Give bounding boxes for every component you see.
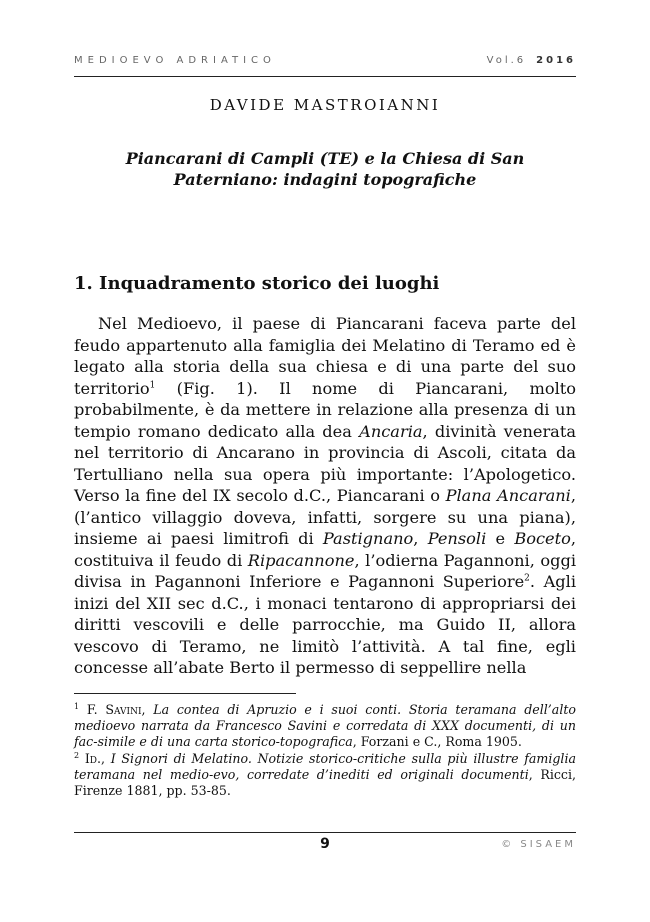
- italic-term: Ancaria: [359, 421, 423, 441]
- footnote-title: I Signori di Melatino. Notizie storico-critiche sulla più illustre famiglia teramana nel medio-evo, corredate d’inediti ed originali documenti: [74, 750, 576, 782]
- author-name: DAVIDE MASTROIANNI: [209, 96, 441, 114]
- body-text: ,: [413, 529, 428, 548]
- body-text: (Fig. 1). Il nome di Piancarani, molto probabilmente, è da mettere in relazione alla presenza di un tempio romano dedicato alla dea: [74, 378, 576, 441]
- footnote-1: [74, 702, 576, 751]
- footnote-number: 2: [74, 750, 80, 760]
- body-text: , costituiva il feudo di: [74, 529, 577, 570]
- italic-term: Boceto: [514, 529, 571, 548]
- section-heading: 1. Inquadramento storico dei luoghi: [74, 273, 440, 294]
- footnote-author: F. Savini,: [86, 702, 146, 717]
- body-text: Nel Medioevo, il paese di Piancarani faceva parte del feudo appartenuto alla famiglia dei Melatino di Teramo ed è legato alla storia della sua chiesa e di una parte del suo territorio: [74, 314, 576, 398]
- footnote-rest: , Ricci, Firenze 1881, pp. 53-85.: [74, 766, 577, 799]
- year-label: 2016: [536, 55, 576, 66]
- footnote-2: [74, 751, 576, 800]
- footnotes: [74, 702, 576, 799]
- copyright-notice: © SISAEM: [501, 839, 576, 850]
- italic-term: Pensoli: [427, 529, 487, 548]
- body-text: , divinità venerata nel territorio di Ancarano in provincia di Ascoli, citata da Tertulliano nella sua opera più importante: l’Apologetico. Verso la fine del IX secolo d.C., Piancarani o: [74, 421, 576, 505]
- italic-term: Pastignano: [322, 529, 414, 548]
- running-header: [74, 55, 576, 71]
- body-text: e: [486, 529, 515, 548]
- footnote-rule: [74, 693, 296, 694]
- journal-name: MEDIOEVO ADRIATICO: [74, 55, 276, 66]
- page-number: 9: [320, 836, 330, 852]
- footnote-author: Id.,: [84, 750, 106, 766]
- volume-label: Vol.6: [486, 55, 527, 66]
- header-rule: [74, 76, 576, 77]
- volume-year: [487, 55, 576, 66]
- footnote-rest: , Forzani e C., Roma 1905.: [352, 734, 522, 750]
- footnote-number: 1: [74, 701, 80, 711]
- body-paragraph: [74, 313, 576, 679]
- footnote-ref-2[interactable]: 2: [524, 573, 530, 584]
- footnote-ref-1[interactable]: 1: [149, 380, 156, 391]
- body-text: . Agli inizi del XII sec d.C., i monaci tentarono di appropriarsi dei diritti vescovili e delle parrocchie, ma Guido II, allora vescovo di Teramo, ne limitò l’attività. A tal fine, egli concesse all’abate Berto il permesso di seppellire nella: [74, 572, 577, 677]
- body-text: , (l’antico villaggio doveva, infatti, sorgere su una piana), insieme ai paesi limitrofi di: [74, 486, 576, 548]
- footer-rule: [74, 832, 576, 833]
- article-title: Piancarani di Campli (TE) e la Chiesa di San Paterniano: indagini topografiche: [125, 149, 525, 189]
- footnote-title: La contea di Apruzio e i suoi conti. Storia teramana dell’alto medioevo narrata da Francesco Savini e corredata di XXX documenti, di un fac-simile e di una carta storico-topografica: [74, 702, 576, 750]
- italic-term: Ripacannone: [247, 550, 355, 570]
- italic-term: Plana Ancarani: [445, 486, 571, 505]
- body-text: , l’odierna Pagannoni, oggi divisa in Pagannoni Inferiore e Pagannoni Superiore: [74, 550, 576, 591]
